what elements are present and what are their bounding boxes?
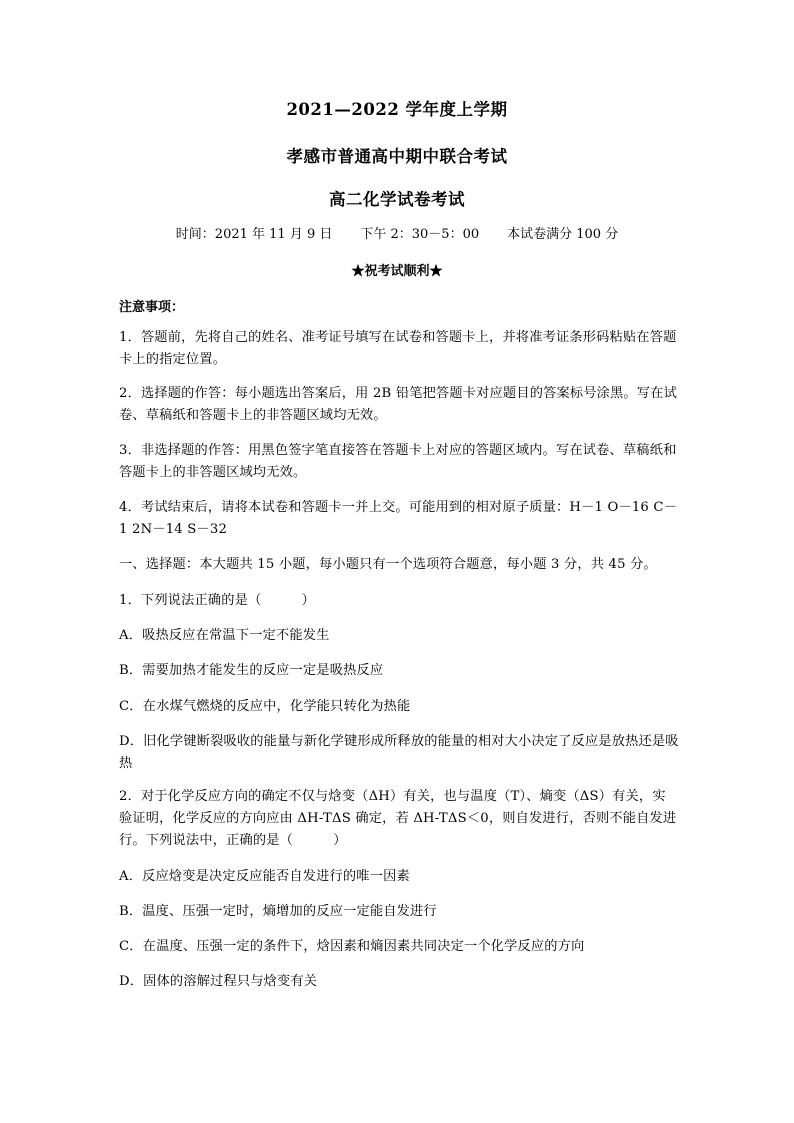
question-option: C．在水煤气燃烧的反应中，化学能只转化为热能 [119, 699, 411, 714]
exam-full-score: 本试卷满分 100 分 [507, 227, 619, 242]
question-option: A．吸热反应在常温下一定不能发生 [119, 628, 330, 643]
question-option: B．温度、压强一定时，熵增加的反应一定能自发进行 [119, 904, 437, 919]
school-year-title: 2021—2022 学年度上学期 [286, 100, 508, 119]
notice-item: 1．答题前，先将自己的姓名、准考证号填写在试卷和答题卡上，并将准考证条形码粘贴在答题卡上的指定位置。 [119, 330, 677, 367]
section-heading: 一、选择题：本大题共 15 小题，每小题只有一个选项符合题意，每小题 3 分，共 45 分。 [119, 557, 657, 572]
exam-date: 时间：2021 年 11 月 9 日 [175, 227, 333, 242]
question-option: B．需要加热才能发生的反应一定是吸热反应 [119, 663, 384, 678]
good-luck-line: ★祝考试顺利★ [351, 264, 443, 279]
question-option: C．在温度、压强一定的条件下，焓因素和熵因素共同决定一个化学反应的方向 [119, 939, 585, 954]
subject-title: 高二化学试卷考试 [329, 190, 465, 209]
question-option: A．反应焓变是决定反应能否自发进行的唯一因素 [119, 869, 410, 884]
exam-info-line [0, 223, 794, 242]
notice-item: 4．考试结束后，请将本试卷和答题卡一并上交。可能用到的相对原子质量：H－1 O－16 C－1 2N－14 S－32 [119, 500, 678, 537]
question-option: D．固体的溶解过程只与焓变有关 [119, 974, 318, 989]
question-option: D．旧化学键断裂吸收的能量与新化学键形成所释放的能量的相对大小决定了反应是放热还是吸热 [119, 734, 679, 771]
question-stem: 2．对于化学反应方向的确定不仅与焓变（ΔH）有关，也与温度（T）、熵变（ΔS）有关，实验证明，化学反应的方向应由 ΔH-TΔS 确定，若 ΔH-TΔS＜0，则自发进行，否则不能自发进行。下列说法中，正确的是（ ） [119, 789, 677, 848]
notice-heading: 注意事项： [119, 300, 185, 315]
notice-item: 2．选择题的作答：每小题选出答案后，用 2B 铅笔把答题卡对应题目的答案标号涂黑。写在试卷、草稿纸和答题卡上的非答题区域均无效。 [119, 386, 677, 423]
exam-period: 下午 2：30－5：00 [360, 227, 480, 242]
question-stem: 1．下列说法正确的是（ ） [119, 593, 316, 608]
exam-name-title: 孝感市普通高中期中联合考试 [286, 147, 508, 166]
notice-item: 3．非选择题的作答：用黑色签字笔直接答在答题卡上对应的答题区域内。写在试卷、草稿纸和答题卡上的非答题区域均无效。 [119, 443, 677, 480]
